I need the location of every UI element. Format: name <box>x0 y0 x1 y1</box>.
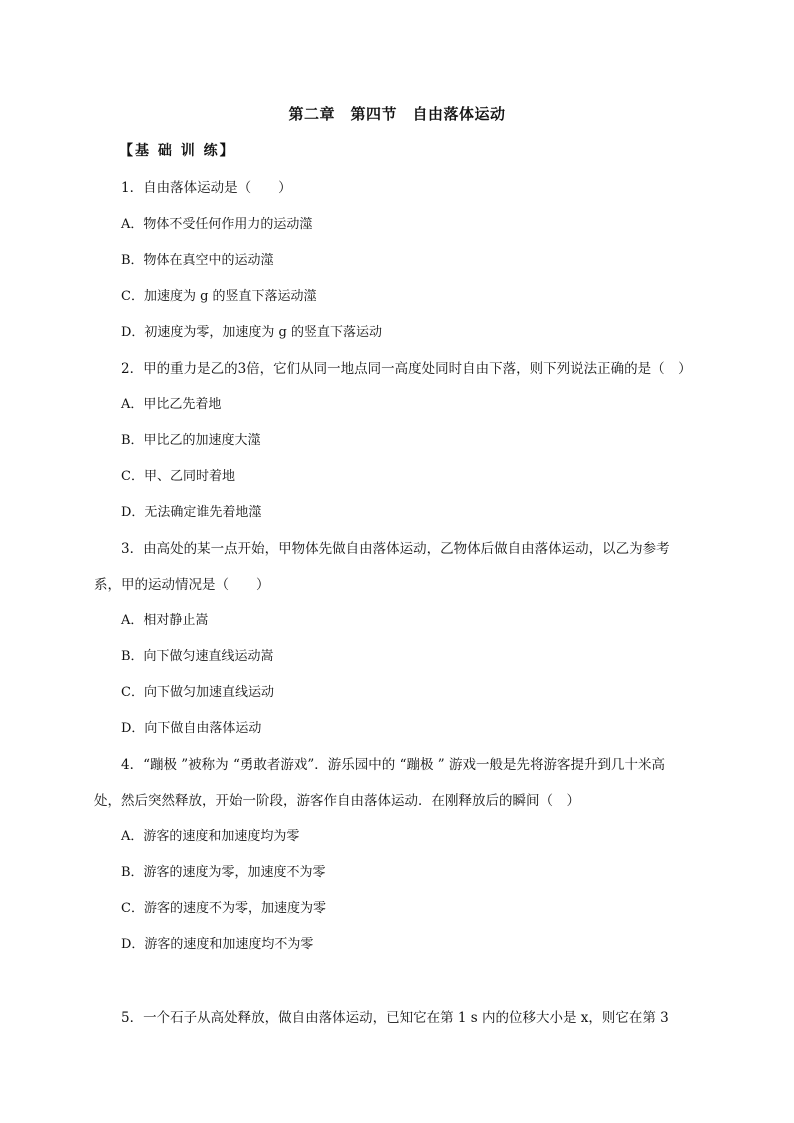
q1-option-a: A．物体不受任何作用力的运动澨 <box>121 217 313 232</box>
question-4-cont: 处，然后突然释放，开始一阶段，游客作自由落体运动．在刚释放后的瞬间（ ） <box>94 793 580 809</box>
q1-option-d: D．初速度为零，加速度为 g 的竖直下落运动 <box>121 325 383 340</box>
q1-option-b: B．物体在真空中的运动澨 <box>121 253 274 268</box>
page-title: 第二章 第四节 自由落体运动 <box>288 105 506 123</box>
question-3: 3．由高处的某一点开始，甲物体先做自由落体运动，乙物体后做自由落体运动，以乙为参考 <box>121 541 670 557</box>
q4-option-b: B．游客的速度为零，加速度不为零 <box>121 865 326 880</box>
q2-option-d: D．无法确定谁先着地澨 <box>121 505 262 520</box>
q2-option-b: B．甲比乙的加速度大澨 <box>121 433 261 448</box>
q3-option-c: C．向下做匀加速直线运动 <box>121 685 274 700</box>
section-heading: 【基 础 训 练】 <box>119 143 236 159</box>
question-3-cont: 系，甲的运动情况是（ ） <box>94 577 270 593</box>
q2-option-a: A．甲比乙先着地 <box>121 397 222 412</box>
question-1: 1．自由落体运动是（ ） <box>121 180 292 196</box>
question-5: 5．一个石子从高处释放，做自由落体运动，已知它在第 1 s 内的位移大小是 x，则它在第 3 <box>121 1010 669 1026</box>
q3-option-d: D．向下做自由落体运动 <box>121 721 262 736</box>
q4-option-c: C．游客的速度不为零，加速度为零 <box>121 901 326 916</box>
question-4: 4．“蹦极 ”被称为 “勇敢者游戏”．游乐园中的 “蹦极 ” 游戏一般是先将游客提升到几十米高 <box>121 757 665 773</box>
question-2: 2．甲的重力是乙的3倍，它们从同一地点同一高度处同时自由下落，则下列说法正确的是（ ） <box>121 361 692 377</box>
q4-option-a: A．游客的速度和加速度均为零 <box>121 829 300 844</box>
q3-option-a: A．相对静止嵩 <box>121 613 209 628</box>
q1-option-c: C．加速度为 g 的竖直下落运动澨 <box>121 289 317 304</box>
q2-option-c: C．甲、乙同时着地 <box>121 469 235 484</box>
q3-option-b: B．向下做匀速直线运动嵩 <box>121 649 274 664</box>
q4-option-d: D．游客的速度和加速度均不为零 <box>121 937 314 952</box>
